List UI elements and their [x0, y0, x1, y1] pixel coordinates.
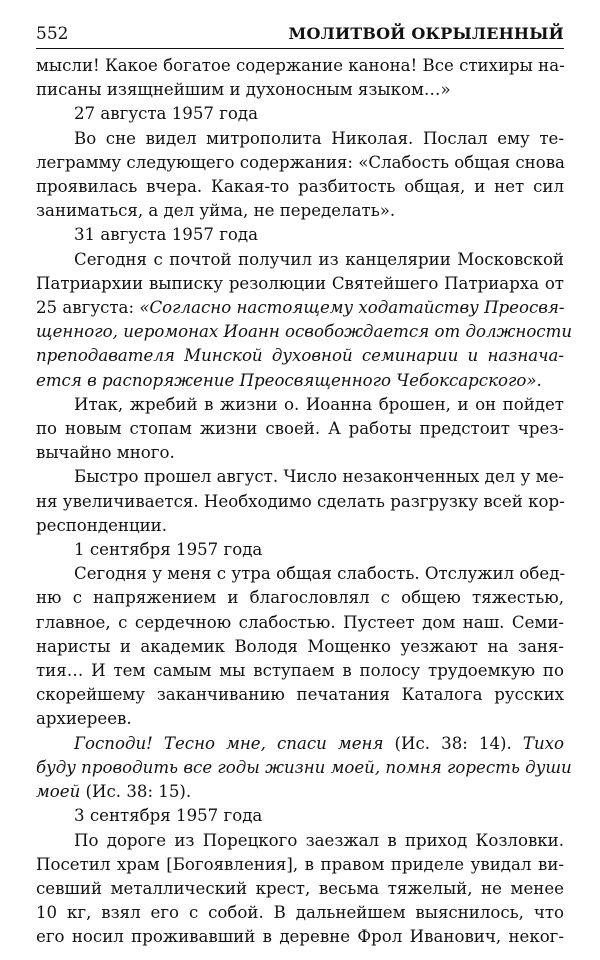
paragraph — [36, 248, 573, 393]
text-line: архиереев. — [36, 709, 132, 729]
text-line: По дороге из Порецкого заезжал в приход Козловки. — [74, 830, 564, 850]
text-line: респонденции. — [36, 515, 168, 535]
page-number: 552 — [36, 24, 69, 44]
paragraph — [36, 127, 564, 224]
text-line: Итак, жребий в жизни о. Иоанна брошен, и он пойдет — [74, 394, 564, 414]
paragraph — [36, 732, 572, 805]
text-line: Патриархии выписку резолюции Святейшего Патриарха от — [36, 273, 564, 293]
scripture-quote: Тихо — [522, 733, 565, 753]
text-line: мысли! Какое богатое содержание канона! Все стихиры на- — [36, 56, 565, 75]
text-line: его носил проживавший в деревне Фрол Иванович, неког- — [36, 927, 564, 947]
entry-date-heading: 1 сентября 1957 года — [74, 540, 263, 560]
paragraph — [36, 829, 564, 950]
paragraph — [36, 562, 564, 731]
text-line — [36, 320, 573, 344]
text-run: 25 августа: — [36, 298, 140, 318]
text-line: Во сне видел митрополита Николая. Послал ему те- — [74, 128, 564, 148]
italic-quote: «Согласно настоящему ходатайству Преосвя- — [139, 298, 565, 318]
text-line: леграмму следующего содержания: «Слабость общая снова — [36, 152, 565, 172]
paragraph — [36, 54, 564, 102]
page-body — [36, 54, 573, 950]
entry-date-heading: 31 августа 1957 года — [74, 225, 259, 245]
running-title: МОЛИТВОЙ ОКРЫЛЕННЫЙ — [288, 24, 564, 43]
text-line — [36, 296, 564, 320]
text-line: заниматься, а дел уйма, не переделать». — [36, 201, 396, 221]
entry-date-heading: 3 сентября 1957 года — [74, 806, 263, 826]
text-line: проявилась вчера. Какая-то разбитость общая, и нет сил — [36, 177, 564, 197]
italic-quote: щенного, иеромонах Иоанн освобождается от должности — [36, 322, 573, 342]
italic-quote: преподавателя Минской духовной семинарии и назнача- — [36, 346, 564, 366]
italic-quote: ется в распоряжение Преосвященного Чебоксарского». — [36, 370, 542, 390]
text-line — [36, 344, 564, 368]
scripture-reference: (Ис. 38: 14). — [383, 733, 523, 753]
text-line: главное, с сердечною слабостью. Пустеет дом наш. Семи- — [36, 612, 564, 632]
scripture-reference: (Ис. 38: 15). — [80, 782, 192, 802]
running-header — [36, 22, 564, 49]
text-line: вычайно много. — [36, 443, 175, 463]
scripture-quote: моей — [36, 782, 81, 802]
text-line: наристы и академик Володя Мощенко уезжают на заня- — [36, 636, 564, 656]
text-line: ня увеличивается. Необходимо сделать разгрузку всей кор- — [36, 491, 565, 511]
text-line — [36, 780, 564, 804]
text-line: 10 кг, взял его с собой. В дальнейшем выяснилось, что — [36, 903, 564, 923]
text-line: по новым стопам жизни своей. А работы предстоит чрез- — [36, 419, 564, 439]
paragraph — [36, 465, 564, 538]
text-line: Быстро прошел август. Число незаконченных дел у ме- — [74, 467, 564, 487]
text-line: тия… И тем самым мы вступаем в полосу трудоемкую по — [36, 661, 564, 681]
text-line: писаны изящнейшим и духоносным языком…» — [36, 80, 451, 100]
text-line — [36, 732, 564, 756]
scripture-quote: Господи! Тесно мне, спаси меня — [74, 733, 384, 753]
text-line — [36, 756, 572, 780]
text-line: Сегодня с почтой получил из канцелярии Московской — [74, 249, 564, 269]
paragraph — [36, 393, 564, 466]
text-line — [36, 369, 564, 393]
entry-date-heading: 27 августа 1957 года — [74, 104, 259, 124]
scripture-quote: буду проводить все годы жизни моей, помня горесть души — [36, 757, 572, 777]
text-line: Сегодня у меня с утра общая слабость. Отслужил обед- — [74, 564, 566, 584]
text-line: ню с напряжением и благословлял с общею тяжестью, — [36, 588, 564, 608]
text-line: Посетил храм [Богоявления], в правом приделе увидал ви- — [36, 854, 564, 874]
text-line: севший металлический крест, весьма тяжелый, не менее — [36, 878, 564, 898]
text-line: скорейшему заканчиванию печатания Каталога русских — [36, 685, 564, 705]
